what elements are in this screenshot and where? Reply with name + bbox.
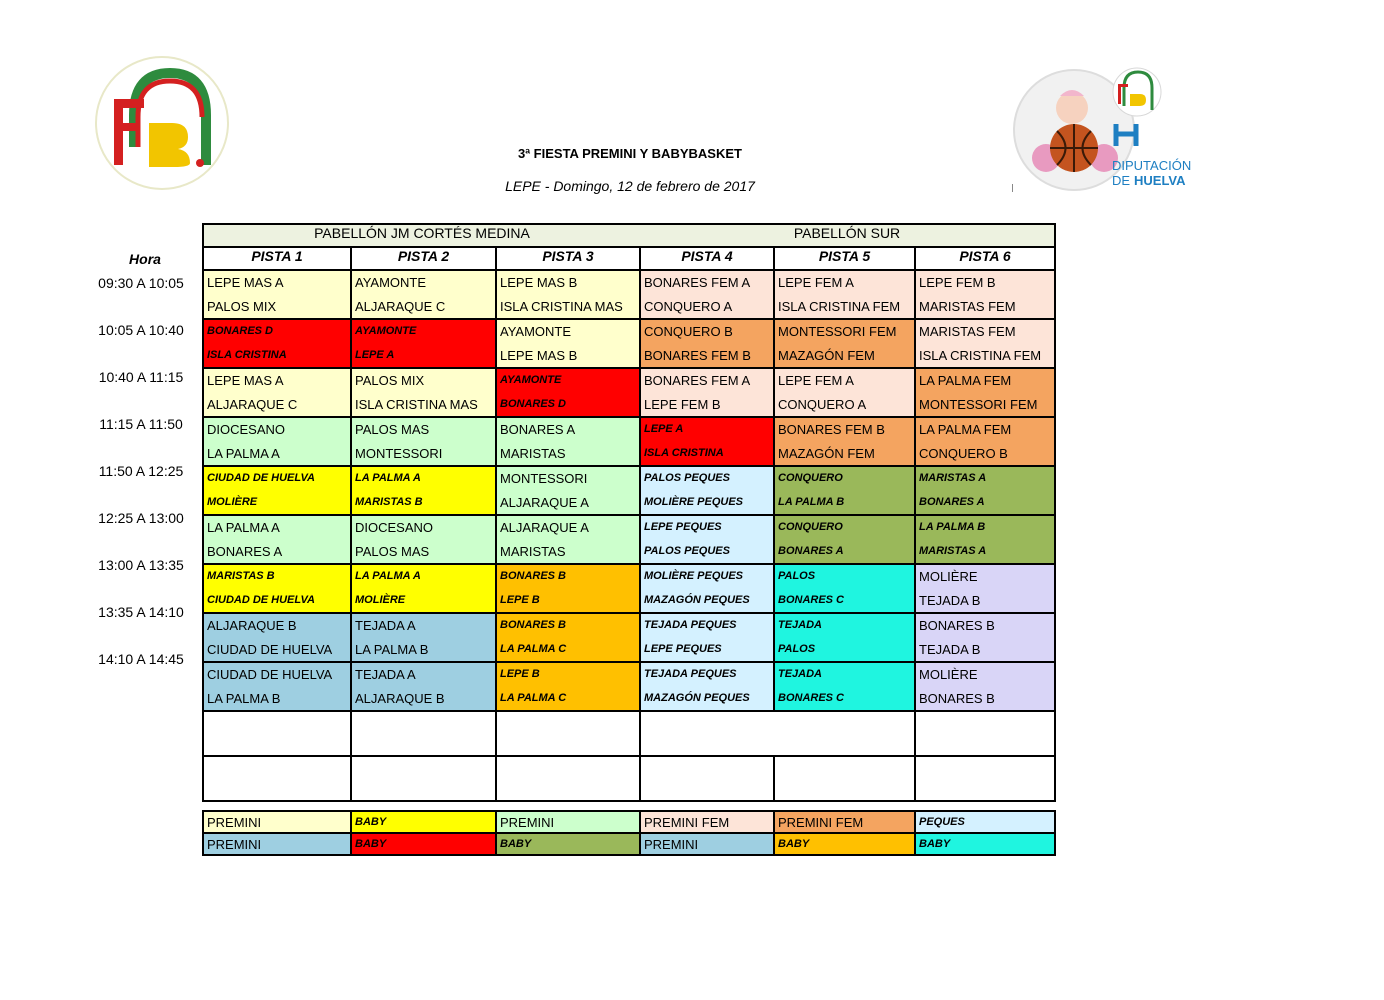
- hora-label: 12:25 A 13:00: [98, 510, 184, 526]
- match-cell: [351, 270, 496, 319]
- match-cell: [203, 613, 351, 662]
- team-name: BONARES B: [919, 690, 995, 706]
- team-name: LA PALMA B: [778, 495, 845, 508]
- empty-cell: [496, 756, 640, 801]
- divider: [1012, 184, 1013, 192]
- team-name: LEPE MAS B: [500, 347, 578, 363]
- venue-row: [203, 224, 1055, 247]
- team-name: BONARES FEM A: [644, 275, 751, 290]
- match-cell: [203, 662, 351, 711]
- match-cell: [640, 564, 774, 613]
- legend-table: [202, 810, 1056, 856]
- team-name: LEPE FEM B: [644, 396, 721, 412]
- venue-cortes-medina: PABELLÓN JM CORTÉS MEDINA: [203, 224, 640, 247]
- fb-logo: [94, 55, 230, 191]
- team-name: MARISTAS: [500, 445, 566, 461]
- team-name: BONARES A: [778, 544, 844, 557]
- empty-row: [203, 756, 1055, 801]
- team-name: MARISTAS A: [919, 544, 987, 557]
- team-name: LA PALMA C: [500, 642, 567, 655]
- match-cell: [774, 613, 915, 662]
- team-name: LEPE PEQUES: [644, 642, 722, 655]
- match-cell: [203, 368, 351, 417]
- match-cell: [915, 270, 1055, 319]
- team-name: MONTESSORI FEM: [778, 324, 897, 339]
- team-name: MARISTAS FEM: [919, 324, 1016, 339]
- team-name: TEJADA B: [919, 592, 981, 608]
- team-name: LEPE FEM A: [778, 373, 854, 388]
- empty-cell: [774, 756, 915, 801]
- team-name: MARISTAS: [500, 543, 566, 559]
- team-name: ALJARAQUE B: [207, 618, 297, 633]
- match-cell: [774, 466, 915, 515]
- match-cell: [915, 613, 1055, 662]
- pista-6-header: PISTA 6: [915, 247, 1055, 270]
- match-cell: [203, 319, 351, 368]
- team-name: PALOS: [778, 642, 816, 655]
- team-name: LEPE B: [500, 593, 540, 606]
- team-name: TEJADA A: [355, 618, 416, 633]
- team-name: BONARES FEM B: [778, 422, 885, 437]
- venue-sur: PABELLÓN SUR: [640, 224, 1055, 247]
- match-cell: [774, 319, 915, 368]
- match-cell: [351, 319, 496, 368]
- match-cell: [774, 564, 915, 613]
- hora-header: Hora: [129, 251, 161, 267]
- page-title: 3ª FIESTA PREMINI Y BABYBASKET: [518, 146, 742, 161]
- team-name: TEJADA PEQUES: [644, 619, 737, 631]
- team-name: BONARES C: [778, 691, 845, 704]
- team-name: LEPE PEQUES: [644, 521, 722, 533]
- hora-label: 10:40 A 11:15: [98, 369, 184, 385]
- match-cell: [496, 515, 640, 564]
- hora-label: 14:10 A 14:45: [98, 651, 184, 667]
- schedule-row: [203, 417, 1055, 466]
- match-cell: [203, 466, 351, 515]
- team-name: LA PALMA C: [500, 691, 567, 704]
- team-name: ISLA CRISTINA: [207, 348, 287, 361]
- team-name: ISLA CRISTINA MAS: [500, 298, 623, 314]
- team-name: LA PALMA FEM: [919, 422, 1012, 437]
- team-name: LEPE MAS B: [500, 275, 578, 290]
- team-name: BONARES D: [207, 325, 274, 337]
- legend-item: PREMINI: [496, 811, 640, 833]
- match-cell: [351, 368, 496, 417]
- team-name: CIUDAD DE HUELVA: [207, 667, 333, 682]
- match-cell: [496, 662, 640, 711]
- match-cell: [351, 662, 496, 711]
- legend-item: BABY: [351, 833, 496, 855]
- team-name: CIUDAD DE HUELVA: [207, 641, 333, 657]
- match-cell: [351, 613, 496, 662]
- team-name: ALJARAQUE A: [500, 520, 589, 535]
- schedule-row: [203, 613, 1055, 662]
- svg-text:HUELVA: HUELVA: [1134, 173, 1186, 188]
- schedule-row: [203, 368, 1055, 417]
- match-cell: [640, 515, 774, 564]
- match-cell: [640, 613, 774, 662]
- team-name: ALJARAQUE C: [207, 396, 298, 412]
- hora-label: 13:35 A 14:10: [98, 604, 184, 620]
- empty-cell: [915, 711, 1055, 756]
- empty-cell: [640, 711, 915, 756]
- team-name: BONARES A: [207, 543, 283, 559]
- team-name: ISLA CRISTINA FEM: [919, 347, 1042, 363]
- schedule-row: [203, 270, 1055, 319]
- match-cell: [640, 319, 774, 368]
- team-name: AYAMONTE: [355, 325, 417, 337]
- match-cell: [640, 417, 774, 466]
- team-name: BONARES B: [500, 619, 567, 631]
- match-cell: [496, 270, 640, 319]
- team-name: MAZAGÓN PEQUES: [644, 691, 750, 704]
- schedule-table: [202, 223, 1056, 802]
- team-name: AYAMONTE: [500, 374, 562, 386]
- team-name: TEJADA A: [355, 667, 416, 682]
- match-cell: [915, 368, 1055, 417]
- team-name: MOLIÈRE: [919, 569, 978, 584]
- pista-4-header: PISTA 4: [640, 247, 774, 270]
- team-name: MOLIÈRE PEQUES: [644, 495, 744, 508]
- team-name: CONQUERO B: [644, 324, 733, 339]
- team-name: MONTESSORI FEM: [919, 396, 1038, 412]
- match-cell: [203, 417, 351, 466]
- empty-row: [203, 711, 1055, 756]
- schedule-row: [203, 515, 1055, 564]
- team-name: BONARES A: [500, 422, 576, 437]
- legend-item: BABY: [915, 833, 1055, 855]
- team-name: CIUDAD DE HUELVA: [207, 472, 315, 484]
- match-cell: [915, 515, 1055, 564]
- schedule-row: [203, 662, 1055, 711]
- match-cell: [203, 515, 351, 564]
- team-name: MARISTAS B: [207, 570, 275, 582]
- team-name: ALJARAQUE A: [500, 494, 589, 510]
- team-name: LA PALMA FEM: [919, 373, 1012, 388]
- team-name: LA PALMA B: [919, 521, 986, 533]
- team-name: MAZAGÓN FEM: [778, 347, 875, 363]
- match-cell: [203, 564, 351, 613]
- match-cell: [640, 662, 774, 711]
- team-name: PALOS: [778, 570, 816, 582]
- hora-label: 10:05 A 10:40: [98, 322, 184, 338]
- team-name: LEPE FEM A: [778, 275, 854, 290]
- legend-item: PEQUES: [915, 811, 1055, 833]
- team-name: PALOS MIX: [207, 298, 277, 314]
- team-name: AYAMONTE: [500, 324, 572, 339]
- svg-text:DE: DE: [1112, 173, 1131, 188]
- team-name: TEJADA B: [919, 641, 981, 657]
- team-name: AYAMONTE: [355, 275, 427, 290]
- team-name: BONARES D: [500, 397, 567, 410]
- team-name: LA PALMA A: [355, 472, 421, 484]
- match-cell: [496, 368, 640, 417]
- schedule-row: [203, 319, 1055, 368]
- legend-item: BABY: [351, 811, 496, 833]
- schedule-row: [203, 564, 1055, 613]
- empty-cell: [915, 756, 1055, 801]
- team-name: MONTESSORI: [355, 445, 443, 461]
- team-name: BONARES B: [919, 618, 995, 633]
- match-cell: [774, 417, 915, 466]
- team-name: ISLA CRISTINA: [644, 446, 724, 459]
- page-subtitle: LEPE - Domingo, 12 de febrero de 2017: [505, 178, 755, 194]
- team-name: TEJADA PEQUES: [644, 668, 737, 680]
- team-name: LA PALMA A: [207, 445, 280, 461]
- team-name: BONARES FEM A: [644, 373, 751, 388]
- team-name: MAZAGÓN FEM: [778, 445, 875, 461]
- team-name: ISLA CRISTINA MAS: [355, 396, 478, 412]
- hora-label: 13:00 A 13:35: [98, 557, 184, 573]
- team-name: ALJARAQUE C: [355, 298, 446, 314]
- team-name: PALOS PEQUES: [644, 472, 730, 484]
- match-cell: [351, 466, 496, 515]
- match-cell: [774, 368, 915, 417]
- team-name: MONTESSORI: [500, 471, 588, 486]
- empty-cell: [351, 756, 496, 801]
- team-name: MARISTAS FEM: [919, 298, 1016, 314]
- match-cell: [496, 466, 640, 515]
- team-name: BONARES A: [919, 495, 985, 508]
- hora-label: 11:50 A 12:25: [98, 463, 184, 479]
- match-cell: [774, 662, 915, 711]
- team-name: LA PALMA B: [355, 641, 429, 657]
- team-name: MOLIÈRE: [919, 667, 978, 682]
- pista-1-header: PISTA 1: [203, 247, 351, 270]
- match-cell: [496, 319, 640, 368]
- match-cell: [774, 270, 915, 319]
- pista-3-header: PISTA 3: [496, 247, 640, 270]
- team-name: LEPE FEM B: [919, 275, 996, 290]
- match-cell: [640, 466, 774, 515]
- match-cell: [915, 466, 1055, 515]
- team-name: MARISTAS A: [919, 472, 987, 484]
- match-cell: [915, 319, 1055, 368]
- diputacion-huelva-logo: [1012, 66, 1202, 196]
- legend-item: PREMINI: [203, 811, 351, 833]
- svg-text:DIPUTACIÓN: DIPUTACIÓN: [1112, 158, 1192, 173]
- team-name: CONQUERO A: [644, 298, 733, 314]
- team-name: LEPE A: [644, 423, 684, 435]
- match-cell: [774, 515, 915, 564]
- team-name: CONQUERO A: [778, 396, 867, 412]
- team-name: ISLA CRISTINA FEM: [778, 298, 901, 314]
- match-cell: [640, 368, 774, 417]
- pista-header-row: [203, 247, 1055, 270]
- match-cell: [351, 515, 496, 564]
- team-name: BONARES C: [778, 593, 845, 606]
- legend-item: BABY: [496, 833, 640, 855]
- match-cell: [203, 270, 351, 319]
- team-name: ALJARAQUE B: [355, 690, 445, 706]
- match-cell: [496, 417, 640, 466]
- legend-item: PREMINI FEM: [774, 811, 915, 833]
- empty-cell: [640, 756, 774, 801]
- hora-label: 11:15 A 11:50: [99, 416, 183, 432]
- team-name: CONQUERO: [778, 521, 843, 533]
- pista-2-header: PISTA 2: [351, 247, 496, 270]
- team-name: MOLIÈRE: [207, 495, 258, 508]
- legend-item: PREMINI: [640, 833, 774, 855]
- team-name: LEPE MAS A: [207, 373, 284, 388]
- team-name: PALOS PEQUES: [644, 544, 730, 557]
- match-cell: [351, 564, 496, 613]
- match-cell: [496, 564, 640, 613]
- hora-label: 09:30 A 10:05: [98, 275, 184, 291]
- match-cell: [915, 564, 1055, 613]
- team-name: PALOS MIX: [355, 373, 425, 388]
- legend-item: BABY: [774, 833, 915, 855]
- pista-5-header: PISTA 5: [774, 247, 915, 270]
- match-cell: [915, 662, 1055, 711]
- team-name: DIOCESANO: [355, 520, 434, 535]
- empty-cell: [351, 711, 496, 756]
- team-name: LEPE MAS A: [207, 275, 284, 290]
- team-name: CIUDAD DE HUELVA: [207, 593, 315, 606]
- team-name: LA PALMA A: [355, 570, 421, 582]
- match-cell: [496, 613, 640, 662]
- match-cell: [640, 270, 774, 319]
- team-name: CONQUERO B: [919, 445, 1008, 461]
- match-cell: [351, 417, 496, 466]
- legend-row: [203, 811, 1055, 833]
- team-name: PALOS MAS: [355, 422, 430, 437]
- empty-cell: [496, 711, 640, 756]
- legend-row: [203, 833, 1055, 855]
- schedule-row: [203, 466, 1055, 515]
- team-name: BONARES B: [500, 570, 567, 582]
- team-name: PALOS MAS: [355, 543, 430, 559]
- team-name: MOLIÈRE: [355, 593, 406, 606]
- empty-cell: [203, 711, 351, 756]
- team-name: MARISTAS B: [355, 495, 423, 508]
- team-name: LA PALMA B: [207, 690, 281, 706]
- team-name: DIOCESANO: [207, 422, 286, 437]
- team-name: MOLIÈRE PEQUES: [644, 570, 744, 582]
- team-name: TEJADA: [778, 619, 823, 631]
- match-cell: [915, 417, 1055, 466]
- empty-cell: [203, 756, 351, 801]
- legend-item: PREMINI FEM: [640, 811, 774, 833]
- team-name: BONARES FEM B: [644, 347, 751, 363]
- team-name: LA PALMA A: [207, 520, 280, 535]
- team-name: LEPE B: [500, 668, 540, 680]
- team-name: CONQUERO: [778, 472, 843, 484]
- team-name: TEJADA: [778, 668, 823, 680]
- legend-item: PREMINI: [203, 833, 351, 855]
- team-name: MAZAGÓN PEQUES: [644, 593, 750, 606]
- team-name: LEPE A: [355, 348, 395, 361]
